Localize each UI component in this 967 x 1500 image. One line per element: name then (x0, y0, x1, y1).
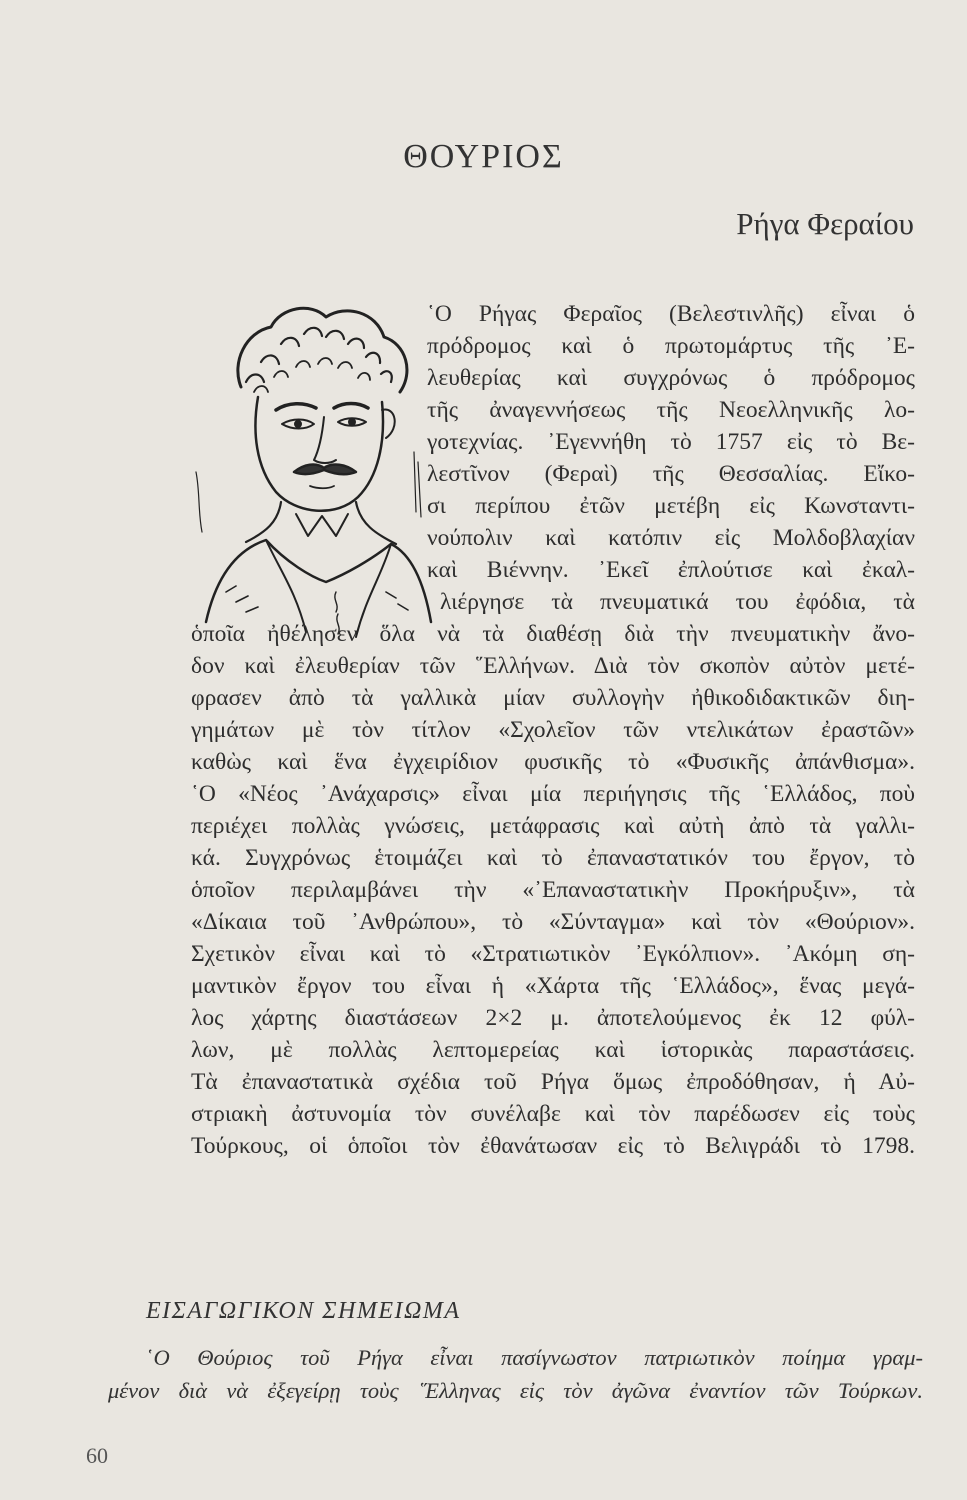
body-line: γοτεχνίας. ᾿Εγεννήθη τὸ 1757 εἰς τὸ Βε- (427, 429, 915, 455)
body-line: λος χάρτης διαστάσεων 2×2 μ. ἀποτελούμενος ἐκ 12 φύλ- (191, 1005, 915, 1031)
body-line: γημάτων μὲ τὸν τίτλον «Σχολεῖον τῶν ντελικάτων ἐραστῶν» (191, 717, 915, 743)
body-line: κά. Συγχρόνως ἑτοιμάζει καὶ τὸ ἐπαναστατικόν του ἔργον, τὸ (191, 845, 915, 871)
page-number: 60 (86, 1443, 108, 1468)
body-line: λων, μὲ πολλὰς λεπτομερείας καὶ ἱστορικὰς παραστάσεις. (191, 1037, 915, 1063)
body-line: καὶ Βιέννην. ᾿Εκεῖ ἐπλούτισε καὶ ἐκαλ- (427, 557, 915, 583)
body-line: δον καὶ ἐλευθερίαν τῶν ῞Ελλήνων. Διὰ τὸν σκοπὸν αὐτὸν μετέ- (191, 653, 915, 679)
body-line: «Δίκαια τοῦ ᾿Ανθρώπου», τὸ «Σύνταγμα» καὶ τὸν «Θούριον». (191, 909, 915, 935)
body-line: στριακὴ ἀστυνομία τὸν συνέλαβε καὶ τὸν παρέδωσεν εἰς τοὺς (191, 1101, 915, 1127)
body-line: σι περίπου ἐτῶν μετέβη εἰς Κωνσταντι- (427, 493, 915, 519)
body-line: Σχετικὸν εἶναι καὶ τὸ «Στρατιωτικὸν ᾿Εγκόλπιον». ᾿Ακόμη ση- (191, 941, 915, 967)
body-line: μαντικὸν ἔργον του εἶναι ἡ «Χάρτα τῆς ῾Ελλάδος», ἕνας μεγά- (191, 973, 915, 999)
note-line: ῾Ο Θούριος τοῦ Ρήγα εἶναι πασίγνωστον πατριωτικὸν ποίημα γραμ- (146, 1345, 923, 1370)
body-line: ὁποῖον περιλαμβάνει τὴν «᾿Επαναστατικὴν Προκήρυξιν», τὰ (191, 877, 915, 903)
body-line: ῾Ο «Νέος ᾿Ανάχαρσις» εἶναι μία περιήγησις τῆς ῾Ελλάδος, ποὺ (191, 781, 915, 807)
poem-title: ΘΟΥΡΙΟΣ (403, 138, 564, 175)
body-line: φρασεν ἀπὸ τὰ γαλλικὰ μίαν συλλογὴν ἠθικοδιδακτικῶν διη- (191, 685, 915, 711)
body-line: Τούρκους, οἱ ὁποῖοι τὸν ἐθανάτωσαν εἰς τὸ Βελιγράδι τὸ 1798. (191, 1133, 915, 1159)
note-line: μένον διὰ νὰ ἐξεγείρῃ τοὺς ῞Ελληνας εἰς τὸν ἀγῶνα ἐναντίον τῶν Τούρκων. (108, 1378, 923, 1403)
body-line: λευθερίας καὶ συγχρόνως ὁ πρόδρομος (427, 365, 915, 391)
poem-author: Ρήγα Φεραίου (736, 206, 914, 241)
body-line: τῆς ἀναγεννήσεως τῆς Νεοελληνικῆς λο- (427, 397, 915, 423)
body-line: ὁποῖα ἠθέλησεν ὅλα νὰ τὰ διαθέσῃ διὰ τὴν πνευματικὴν ἄνο- (191, 621, 915, 647)
body-line: Τὰ ἐπαναστατικὰ σχέδια τοῦ Ρήγα ὅμως ἐπροδόθησαν, ἡ Αὐ- (191, 1069, 915, 1095)
body-line: πρόδρομος καὶ ὁ πρωτομάρτυς τῆς ᾿Ε- (427, 333, 915, 359)
body-line: νούπολιν καὶ κατόπιν εἰς Μολδοβλαχίαν (427, 525, 915, 551)
section-heading: ΕΙΣΑΓΩΓΙΚΟΝ ΣΗΜΕΙΩΜΑ (146, 1298, 461, 1324)
body-line: καθὼς καὶ ἕνα ἐγχειρίδιον φυσικῆς τὸ «Φυσικῆς ἀπάνθισμα». (191, 749, 915, 775)
body-line: λεστῖνον (Φεραὶ) τῆς Θεσσαλίας. Εἴκο- (427, 461, 915, 487)
body-line: ῾Ο Ρήγας Φεραῖος (Βελεστινλῆς) εἶναι ὁ (427, 301, 915, 327)
body-line: περιέχει πολλὰς γνώσεις, μετάφρασις καὶ αὐτὴ ἀπὸ τὰ γαλλι- (191, 813, 915, 839)
body-line: λιέργησε τὰ πνευματικά του ἐφόδια, τὰ (440, 589, 915, 615)
portrait-illustration (186, 292, 436, 652)
